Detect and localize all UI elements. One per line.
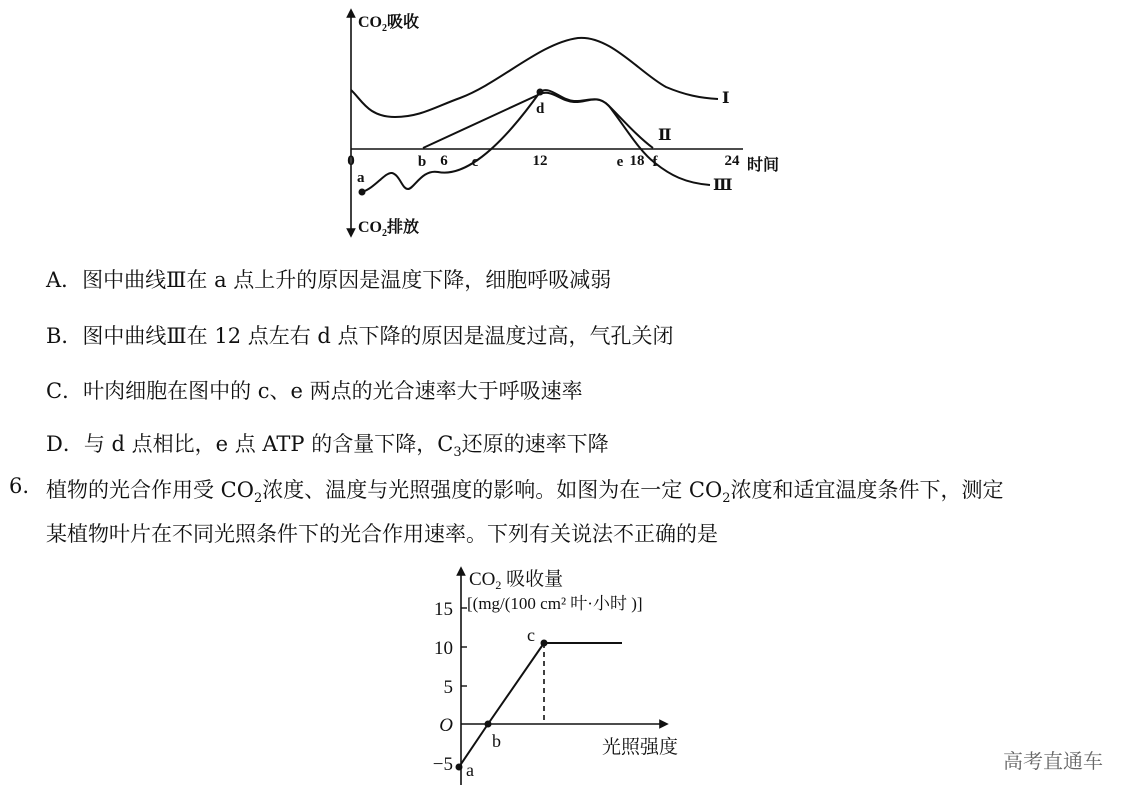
curve-label-I: Ⅰ bbox=[722, 90, 730, 107]
tick-18: 18 bbox=[629, 153, 645, 169]
fig2-point-b-label: b bbox=[492, 731, 501, 751]
tick-0: 0 bbox=[347, 153, 355, 169]
fig2-point-c-dot bbox=[541, 640, 548, 647]
q6-sub-1: 2 bbox=[253, 491, 263, 507]
tick-6: 6 bbox=[440, 153, 448, 169]
tick-c: c bbox=[471, 154, 479, 170]
point-a-dot bbox=[359, 189, 366, 196]
option-a[interactable]: A．图中曲线Ⅲ在 a 点上升的原因是温度下降，细胞呼吸减弱 bbox=[46, 268, 612, 292]
y-label-bottom: $CO_2$排放 bbox=[358, 219, 420, 239]
point-a-label: a bbox=[357, 170, 365, 186]
q6-text-3: 浓度和适宜温度条件下，测定 bbox=[730, 478, 1004, 502]
fig2-point-a-dot bbox=[456, 764, 463, 771]
watermark: 高考直通车 bbox=[1003, 749, 1103, 773]
point-d-dot bbox=[537, 89, 544, 96]
option-b[interactable]: B．图中曲线Ⅲ在 12 点左右 d 点下降的原因是温度过高，气孔关闭 bbox=[46, 324, 674, 348]
curve-label-II: Ⅱ bbox=[658, 127, 672, 144]
figure-1-co2-time-graph bbox=[340, 5, 800, 243]
option-d[interactable] bbox=[46, 428, 609, 460]
tick-f: f bbox=[652, 154, 658, 170]
fig2-tick-15: 15 bbox=[434, 599, 453, 620]
fig2-y-label-1: $CO_2$ 吸收量 bbox=[469, 569, 564, 592]
option-d-text-2: 还原的速率下降 bbox=[461, 432, 609, 456]
tick-e: e bbox=[616, 154, 624, 170]
fig2-tick-10: 10 bbox=[434, 638, 453, 659]
tick-12: 12 bbox=[532, 153, 548, 169]
q6-text-1: 植物的光合作用受 CO bbox=[46, 478, 254, 502]
curve-I bbox=[351, 38, 718, 117]
fig2-point-b-dot bbox=[485, 721, 492, 728]
question-6-number: 6. bbox=[9, 474, 30, 498]
option-d-sub: 3 bbox=[453, 445, 462, 461]
fig2-data-line bbox=[459, 643, 622, 767]
fig2-tick-neg5: −5 bbox=[432, 754, 453, 775]
question-6-line-1 bbox=[46, 474, 1004, 506]
tick-24: 24 bbox=[724, 153, 740, 169]
question-6-line-2: 某植物叶片在不同光照条件下的光合作用速率。下列有关说法不正确的是 bbox=[46, 522, 718, 546]
fig2-point-c-label: c bbox=[527, 625, 535, 645]
figure-2-light-intensity-graph bbox=[420, 563, 710, 795]
point-d-label: d bbox=[536, 101, 545, 117]
fig2-x-label: 光照强度 bbox=[602, 737, 679, 758]
curve-label-III: Ⅲ bbox=[713, 177, 733, 194]
option-d-text-1: D．与 d 点相比，e 点 ATP 的含量下降，C bbox=[46, 432, 454, 456]
tick-b: b bbox=[417, 154, 427, 170]
q6-sub-2: 2 bbox=[722, 491, 731, 507]
fig2-tick-5: 5 bbox=[443, 677, 453, 698]
option-c[interactable]: C．叶肉细胞在图中的 c、e 两点的光合速率大于呼吸速率 bbox=[46, 379, 583, 403]
x-axis-label: 时间 bbox=[747, 157, 780, 174]
fig2-point-a-label: a bbox=[466, 760, 474, 780]
fig2-y-label-2: [(mg/(100 cm² 叶·小时 )] bbox=[467, 594, 643, 613]
y-label-top: $CO_2$吸收 bbox=[358, 14, 420, 34]
fig2-tick-origin: O bbox=[439, 715, 453, 736]
q6-text-2: 浓度、温度与光照强度的影响。如图为在一定 CO bbox=[262, 478, 723, 502]
